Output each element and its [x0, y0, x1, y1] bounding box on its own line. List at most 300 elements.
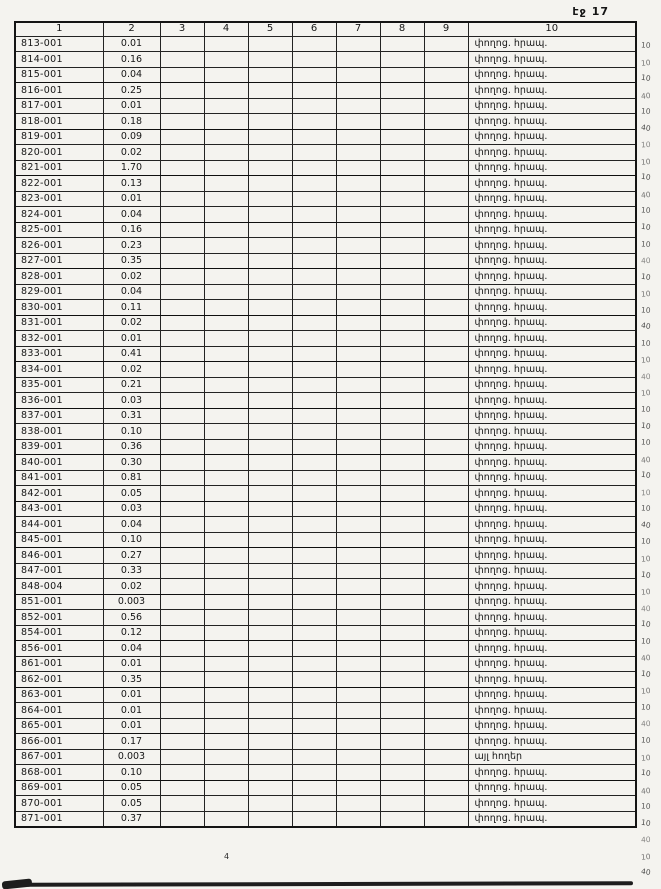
- empty-cell: [160, 579, 204, 595]
- table-row: [15, 455, 636, 471]
- table-row: [15, 315, 636, 331]
- column-header: 9: [424, 22, 468, 36]
- empty-cell: [292, 579, 336, 595]
- area-value-cell: 0.01: [103, 331, 160, 347]
- table-row: [15, 98, 636, 114]
- category-cell: փողոց. հրապ.: [468, 129, 636, 145]
- area-value-cell: 0.03: [103, 393, 160, 409]
- empty-cell: [292, 67, 336, 83]
- empty-cell: [204, 765, 248, 781]
- empty-cell: [160, 176, 204, 192]
- empty-cell: [248, 563, 292, 579]
- empty-cell: [292, 734, 336, 750]
- empty-cell: [380, 253, 424, 269]
- empty-cell: [160, 796, 204, 812]
- empty-cell: [380, 300, 424, 316]
- empty-cell: [380, 145, 424, 161]
- empty-cell: [424, 439, 468, 455]
- table-row: [15, 563, 636, 579]
- margin-mark: 10: [640, 487, 651, 497]
- area-value-cell: 0.01: [103, 191, 160, 207]
- empty-cell: [204, 563, 248, 579]
- parcel-code-cell: 869-001: [15, 780, 103, 796]
- empty-cell: [160, 532, 204, 548]
- empty-cell: [160, 238, 204, 254]
- parcel-code-cell: 842-001: [15, 486, 103, 502]
- margin-mark: 40: [640, 785, 651, 796]
- empty-cell: [204, 191, 248, 207]
- margin-mark: 10: [640, 420, 652, 431]
- empty-cell: [336, 191, 380, 207]
- empty-cell: [292, 563, 336, 579]
- column-header: 4: [204, 22, 248, 36]
- category-cell: փողոց. հրապ.: [468, 424, 636, 440]
- empty-cell: [292, 641, 336, 657]
- empty-cell: [424, 315, 468, 331]
- empty-cell: [424, 98, 468, 114]
- table-row: [15, 129, 636, 145]
- margin-mark: 10: [640, 469, 652, 480]
- empty-cell: [292, 718, 336, 734]
- table-row: [15, 579, 636, 595]
- empty-cell: [292, 408, 336, 424]
- area-value-cell: 0.01: [103, 656, 160, 672]
- parcel-code-cell: 813-001: [15, 36, 103, 52]
- table-row: [15, 67, 636, 83]
- margin-mark: 10: [640, 668, 652, 679]
- empty-cell: [424, 36, 468, 52]
- empty-cell: [204, 501, 248, 517]
- parcel-code-cell: 836-001: [15, 393, 103, 409]
- area-value-cell: 0.16: [103, 52, 160, 68]
- table-row: [15, 517, 636, 533]
- parcel-code-cell: 866-001: [15, 734, 103, 750]
- empty-cell: [380, 563, 424, 579]
- empty-cell: [292, 269, 336, 285]
- margin-mark: 10: [640, 503, 651, 514]
- empty-cell: [336, 129, 380, 145]
- table-row: [15, 470, 636, 486]
- empty-cell: [204, 129, 248, 145]
- category-cell: փողոց. հրապ.: [468, 346, 636, 362]
- empty-cell: [204, 703, 248, 719]
- table-row: [15, 346, 636, 362]
- margin-mark: 10: [640, 238, 651, 249]
- empty-cell: [336, 145, 380, 161]
- margin-mark: 40: [640, 653, 651, 663]
- empty-cell: [380, 129, 424, 145]
- empty-cell: [204, 579, 248, 595]
- empty-cell: [380, 811, 424, 827]
- empty-cell: [160, 439, 204, 455]
- empty-cell: [380, 594, 424, 610]
- category-cell: փողոց. հրապ.: [468, 811, 636, 827]
- empty-cell: [336, 300, 380, 316]
- column-header: 5: [248, 22, 292, 36]
- empty-cell: [204, 548, 248, 564]
- table-row: [15, 393, 636, 409]
- category-cell: փողոց. հրապ.: [468, 594, 636, 610]
- empty-cell: [424, 563, 468, 579]
- empty-cell: [248, 486, 292, 502]
- empty-cell: [336, 114, 380, 130]
- empty-cell: [336, 331, 380, 347]
- empty-cell: [336, 718, 380, 734]
- area-value-cell: 0.27: [103, 548, 160, 564]
- empty-cell: [204, 269, 248, 285]
- category-cell: փողոց. հրապ.: [468, 377, 636, 393]
- empty-cell: [248, 532, 292, 548]
- empty-cell: [160, 331, 204, 347]
- empty-cell: [380, 424, 424, 440]
- empty-cell: [292, 749, 336, 765]
- empty-cell: [380, 625, 424, 641]
- parcel-code-cell: 861-001: [15, 656, 103, 672]
- area-value-cell: 0.21: [103, 377, 160, 393]
- empty-cell: [204, 424, 248, 440]
- parcel-code-cell: 833-001: [15, 346, 103, 362]
- table-row: [15, 734, 636, 750]
- category-cell: փողոց. հրապ.: [468, 703, 636, 719]
- area-value-cell: 0.31: [103, 408, 160, 424]
- empty-cell: [248, 36, 292, 52]
- empty-cell: [336, 749, 380, 765]
- parcel-code-cell: 816-001: [15, 83, 103, 99]
- scan-blob-corner: [2, 878, 33, 889]
- empty-cell: [160, 656, 204, 672]
- area-value-cell: 0.10: [103, 532, 160, 548]
- empty-cell: [160, 703, 204, 719]
- category-cell: փողոց. հրապ.: [468, 114, 636, 130]
- area-value-cell: 0.16: [103, 222, 160, 238]
- parcel-code-cell: 837-001: [15, 408, 103, 424]
- empty-cell: [204, 734, 248, 750]
- parcel-code-cell: 825-001: [15, 222, 103, 238]
- empty-cell: [292, 83, 336, 99]
- empty-cell: [248, 594, 292, 610]
- empty-cell: [292, 501, 336, 517]
- empty-cell: [292, 532, 336, 548]
- empty-cell: [380, 269, 424, 285]
- margin-mark: 10: [640, 288, 651, 299]
- empty-cell: [336, 408, 380, 424]
- empty-cell: [336, 207, 380, 223]
- empty-cell: [292, 52, 336, 68]
- table-row: [15, 718, 636, 734]
- empty-cell: [424, 269, 468, 285]
- empty-cell: [424, 83, 468, 99]
- empty-cell: [160, 83, 204, 99]
- empty-cell: [160, 114, 204, 130]
- empty-cell: [336, 672, 380, 688]
- empty-cell: [424, 346, 468, 362]
- empty-cell: [248, 191, 292, 207]
- empty-cell: [380, 532, 424, 548]
- empty-cell: [336, 625, 380, 641]
- empty-cell: [204, 160, 248, 176]
- table-row: [15, 269, 636, 285]
- parcel-code-cell: 832-001: [15, 331, 103, 347]
- empty-cell: [248, 470, 292, 486]
- empty-cell: [380, 486, 424, 502]
- empty-cell: [380, 765, 424, 781]
- empty-cell: [424, 672, 468, 688]
- empty-cell: [380, 408, 424, 424]
- empty-cell: [424, 424, 468, 440]
- empty-cell: [424, 718, 468, 734]
- empty-cell: [292, 424, 336, 440]
- margin-mark: 40: [640, 90, 651, 101]
- empty-cell: [292, 315, 336, 331]
- category-cell: փողոց. հրապ.: [468, 532, 636, 548]
- empty-cell: [204, 176, 248, 192]
- empty-cell: [160, 207, 204, 223]
- empty-cell: [336, 470, 380, 486]
- empty-cell: [204, 780, 248, 796]
- area-value-cell: 0.41: [103, 346, 160, 362]
- empty-cell: [336, 687, 380, 703]
- parcel-code-cell: 839-001: [15, 439, 103, 455]
- empty-cell: [248, 641, 292, 657]
- category-cell: փողոց. հրապ.: [468, 610, 636, 626]
- empty-cell: [292, 36, 336, 52]
- empty-cell: [292, 486, 336, 502]
- area-value-cell: 0.36: [103, 439, 160, 455]
- empty-cell: [424, 377, 468, 393]
- empty-cell: [336, 563, 380, 579]
- empty-cell: [380, 191, 424, 207]
- area-value-cell: 0.23: [103, 238, 160, 254]
- empty-cell: [292, 703, 336, 719]
- empty-cell: [336, 377, 380, 393]
- empty-cell: [424, 517, 468, 533]
- area-value-cell: 0.003: [103, 749, 160, 765]
- empty-cell: [248, 331, 292, 347]
- empty-cell: [380, 284, 424, 300]
- empty-cell: [380, 796, 424, 812]
- empty-cell: [204, 408, 248, 424]
- area-value-cell: 0.04: [103, 67, 160, 83]
- category-cell: փողոց. հրապ.: [468, 408, 636, 424]
- empty-cell: [248, 455, 292, 471]
- empty-cell: [292, 687, 336, 703]
- parcel-code-cell: 826-001: [15, 238, 103, 254]
- empty-cell: [292, 548, 336, 564]
- area-value-cell: 0.02: [103, 315, 160, 331]
- empty-cell: [424, 486, 468, 502]
- empty-cell: [204, 455, 248, 471]
- empty-cell: [204, 346, 248, 362]
- category-cell: փողոց. հրապ.: [468, 176, 636, 192]
- empty-cell: [336, 517, 380, 533]
- table-row: [15, 253, 636, 269]
- table-row: [15, 703, 636, 719]
- parcel-code-cell: 817-001: [15, 98, 103, 114]
- empty-cell: [380, 780, 424, 796]
- parcel-code-cell: 852-001: [15, 610, 103, 626]
- empty-cell: [424, 129, 468, 145]
- empty-cell: [248, 703, 292, 719]
- empty-cell: [160, 424, 204, 440]
- margin-mark: 40: [640, 866, 652, 878]
- empty-cell: [160, 780, 204, 796]
- parcel-code-cell: 831-001: [15, 315, 103, 331]
- parcel-code-cell: 841-001: [15, 470, 103, 486]
- empty-cell: [292, 455, 336, 471]
- empty-cell: [204, 532, 248, 548]
- margin-mark: 10: [640, 72, 652, 83]
- empty-cell: [204, 610, 248, 626]
- empty-cell: [292, 470, 336, 486]
- empty-cell: [248, 579, 292, 595]
- empty-cell: [424, 594, 468, 610]
- empty-cell: [380, 579, 424, 595]
- empty-cell: [336, 610, 380, 626]
- empty-cell: [424, 222, 468, 238]
- empty-cell: [160, 610, 204, 626]
- empty-cell: [204, 284, 248, 300]
- parcel-code-cell: 823-001: [15, 191, 103, 207]
- empty-cell: [336, 36, 380, 52]
- area-value-cell: 0.02: [103, 269, 160, 285]
- area-value-cell: 0.01: [103, 98, 160, 114]
- margin-mark: 10: [640, 618, 652, 629]
- empty-cell: [424, 114, 468, 130]
- margin-mark: 40: [640, 189, 651, 200]
- empty-cell: [248, 222, 292, 238]
- table-row: [15, 362, 636, 378]
- margin-mark: 10: [640, 40, 651, 50]
- land-parcel-table: [14, 21, 637, 828]
- parcel-code-cell: 843-001: [15, 501, 103, 517]
- empty-cell: [424, 284, 468, 300]
- empty-cell: [160, 129, 204, 145]
- margin-mark: 10: [640, 171, 652, 183]
- empty-cell: [424, 703, 468, 719]
- parcel-code-cell: 867-001: [15, 749, 103, 765]
- empty-cell: [248, 377, 292, 393]
- empty-cell: [424, 145, 468, 161]
- empty-cell: [248, 625, 292, 641]
- table-row: [15, 641, 636, 657]
- empty-cell: [336, 83, 380, 99]
- table-row: [15, 796, 636, 812]
- empty-cell: [424, 765, 468, 781]
- empty-cell: [292, 176, 336, 192]
- empty-cell: [380, 176, 424, 192]
- empty-cell: [204, 83, 248, 99]
- empty-cell: [292, 145, 336, 161]
- empty-cell: [336, 579, 380, 595]
- empty-cell: [160, 718, 204, 734]
- empty-cell: [380, 83, 424, 99]
- table-row: [15, 594, 636, 610]
- empty-cell: [248, 114, 292, 130]
- empty-cell: [204, 656, 248, 672]
- category-cell: փողոց. հրապ.: [468, 579, 636, 595]
- area-value-cell: 0.04: [103, 517, 160, 533]
- parcel-code-cell: 819-001: [15, 129, 103, 145]
- empty-cell: [204, 377, 248, 393]
- empty-cell: [292, 160, 336, 176]
- margin-mark: 10: [640, 701, 651, 712]
- table-row: [15, 439, 636, 455]
- category-cell: փողոց. հրապ.: [468, 191, 636, 207]
- category-cell: փողոց. հրապ.: [468, 765, 636, 781]
- empty-cell: [380, 470, 424, 486]
- parcel-code-cell: 829-001: [15, 284, 103, 300]
- empty-cell: [380, 687, 424, 703]
- empty-cell: [336, 424, 380, 440]
- margin-mark: 40: [640, 320, 652, 332]
- empty-cell: [248, 672, 292, 688]
- table-row: [15, 532, 636, 548]
- empty-cell: [292, 796, 336, 812]
- empty-cell: [380, 222, 424, 238]
- category-cell: փողոց. հրապ.: [468, 796, 636, 812]
- empty-cell: [424, 176, 468, 192]
- table-row: [15, 408, 636, 424]
- empty-cell: [336, 160, 380, 176]
- empty-cell: [292, 191, 336, 207]
- empty-cell: [424, 811, 468, 827]
- table-row: [15, 160, 636, 176]
- category-cell: փողոց. հրապ.: [468, 455, 636, 471]
- table-row: [15, 222, 636, 238]
- empty-cell: [424, 656, 468, 672]
- area-value-cell: 0.30: [103, 455, 160, 471]
- parcel-code-cell: 834-001: [15, 362, 103, 378]
- column-header: 1: [15, 22, 103, 36]
- empty-cell: [380, 672, 424, 688]
- category-cell: փողոց. հրապ.: [468, 98, 636, 114]
- empty-cell: [424, 780, 468, 796]
- empty-cell: [248, 269, 292, 285]
- empty-cell: [292, 594, 336, 610]
- empty-cell: [424, 455, 468, 471]
- parcel-code-cell: 847-001: [15, 563, 103, 579]
- table-row: [15, 52, 636, 68]
- area-value-cell: 0.12: [103, 625, 160, 641]
- empty-cell: [160, 470, 204, 486]
- parcel-code-cell: 835-001: [15, 377, 103, 393]
- empty-cell: [380, 52, 424, 68]
- empty-cell: [160, 641, 204, 657]
- area-value-cell: 0.11: [103, 300, 160, 316]
- empty-cell: [380, 315, 424, 331]
- empty-cell: [424, 300, 468, 316]
- empty-cell: [204, 300, 248, 316]
- empty-cell: [160, 160, 204, 176]
- empty-cell: [336, 238, 380, 254]
- empty-cell: [292, 207, 336, 223]
- empty-cell: [424, 52, 468, 68]
- category-cell: փողոց. հրապ.: [468, 734, 636, 750]
- parcel-code-cell: 848-004: [15, 579, 103, 595]
- empty-cell: [160, 222, 204, 238]
- category-cell: փողոց. հրապ.: [468, 331, 636, 347]
- header-row: [15, 22, 636, 36]
- area-value-cell: 0.10: [103, 765, 160, 781]
- area-value-cell: 0.35: [103, 672, 160, 688]
- table-row: [15, 424, 636, 440]
- category-cell: փողոց. հրապ.: [468, 362, 636, 378]
- parcel-code-cell: 870-001: [15, 796, 103, 812]
- empty-cell: [380, 393, 424, 409]
- empty-cell: [336, 315, 380, 331]
- table-row: [15, 749, 636, 765]
- area-value-cell: 0.37: [103, 811, 160, 827]
